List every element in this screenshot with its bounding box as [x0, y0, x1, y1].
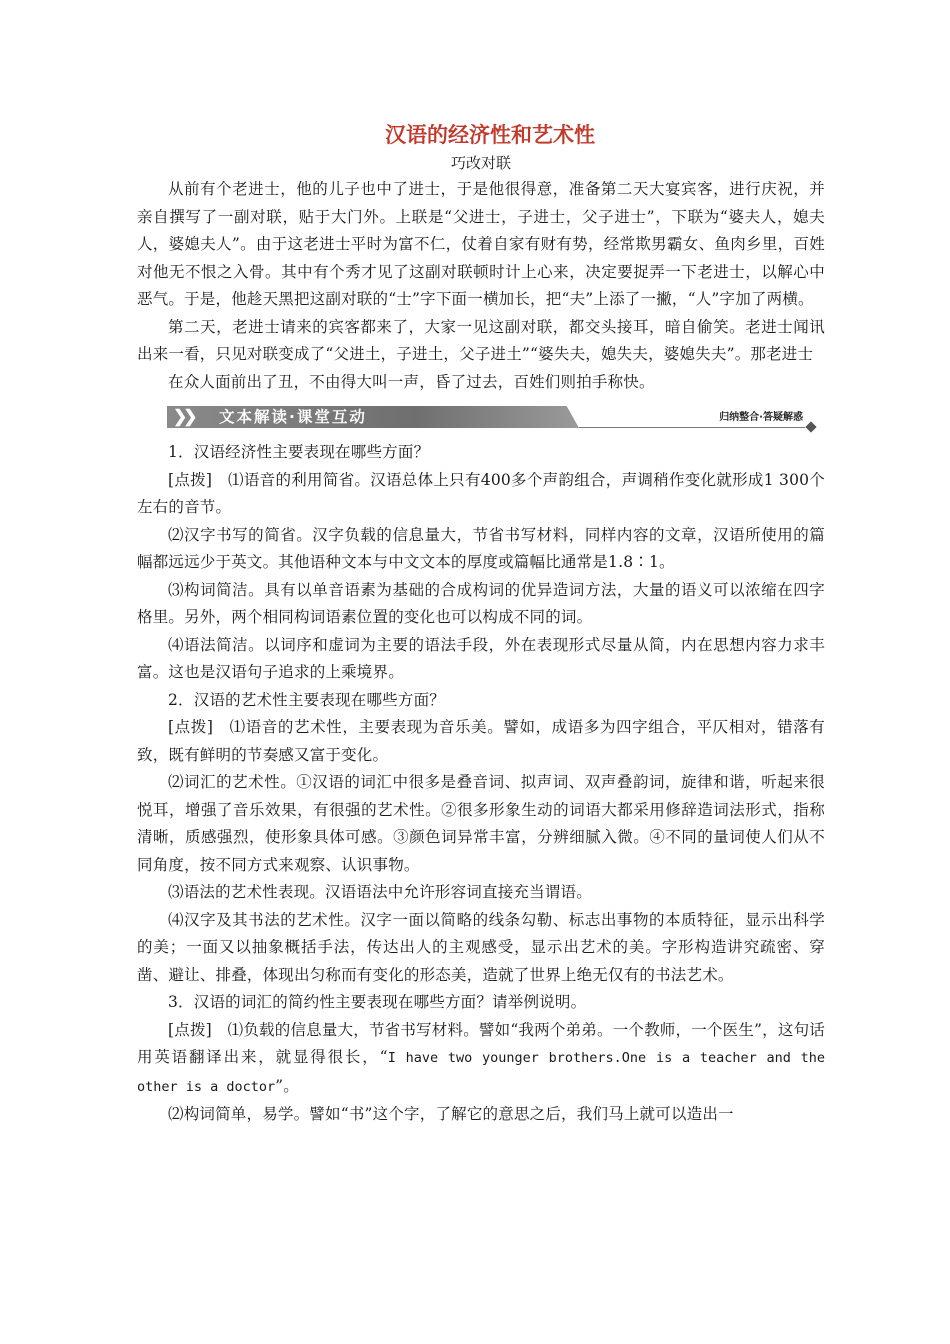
- story-paragraph: 从前有个老进士，他的儿子也中了进士，于是他很得意，准备第二天大宴宾客，进行庆祝，并亲自撰写了一副对联，贴于大门外。上联是“父进士，子进士，父子进士”，下联为“婆夫人，媳夫人，婆媳夫人”。由于这老进士平时为富不仁，仗着自家有财有势，经常欺男霸女、鱼肉乡里，百姓对他无不恨之入骨。其中有个秀才见了这副对联顿时计上心来，决定要捉弄一下老进士，以解心中恶气。于是，他趁天黑把这副对联的“士”字下面一横加长，把“夫”上添了一撇，“人”字加了两横。: [137, 180, 825, 308]
- document-page: [137, 118, 825, 1129]
- section-banner: [167, 403, 825, 433]
- double-chevron-icon: ❯❯: [173, 407, 194, 427]
- banner-rule: [579, 427, 805, 428]
- story-paragraph: 第二天，老进士请来的宾客都来了，大家一见这副对联，都交头接耳，暗自偷笑。老进士闻讯出来一看，只见对联变成了“父进土，子进土，父子进土”“婆失夫，媳失夫，婆媳失夫”。那老进士: [137, 317, 825, 363]
- document-title: 汉语的经济性和艺术性: [385, 123, 595, 147]
- diamond-icon: [805, 421, 816, 432]
- english-translation: I have two younger brothers.One is a teacher and the other is a doctor: [137, 1050, 826, 1095]
- banner-title: 文本解读·课堂互动: [219, 408, 367, 426]
- answer-paragraph: ⑶语法的艺术性表现。汉语语法中允许形容词直接充当谓语。: [168, 883, 592, 901]
- banner-subtitle: 归纳整合·答疑解惑: [719, 412, 803, 423]
- answer-paragraph: [点拨] ⑴语音的利用简省。汉语总体上只有400多个声韵组合，声调稍作变化就形成1 300个左右的音节。: [137, 470, 825, 516]
- answer-paragraph: [点拨] ⑴语音的艺术性，主要表现为音乐美。譬如，成语多为四字组合，平仄相对，错落有致，既有鲜明的节奏感又富于变化。: [137, 718, 825, 764]
- answer-text: [点拨] ⑴负载的信息量大，节省书写材料。譬如“我两个弟弟。一个教师，一个医生”，这句话用英语翻译出来，就显得很长，“: [137, 1020, 825, 1066]
- answer-paragraph: ⑷语法简洁。以词序和虚词为主要的语法手段，外在表现形式尽量从简，内在思想内容力求丰富。这也是汉语句子追求的上乘境界。: [137, 635, 825, 681]
- answer-paragraph: ⑵构词简单，易学。譬如“书”这个字，了解它的意思之后，我们马上就可以造出一: [168, 1105, 734, 1123]
- story-paragraph: 在众人面前出了丑，不由得大叫一声，昏了过去，百姓们则拍手称快。: [168, 372, 655, 391]
- question: 3．汉语的词汇的简约性主要表现在哪些方面？请举例说明。: [168, 993, 587, 1011]
- answer-text: ”。: [275, 1076, 299, 1095]
- question: 1．汉语经济性主要表现在哪些方面？: [168, 443, 430, 461]
- answer-paragraph: [137, 1017, 825, 1102]
- answer-paragraph: ⑷汉字及其书法的艺术性。汉字一面以简略的线条勾勒、标志出事物的本质特征，显示出科学的美；一面又以抽象概括手法，传达出人的主观感受，显示出艺术的美。字形构造讲究疏密、穿凿、避让、排叠，体现出匀称而有变化的形态美，造就了世界上绝无仅有的书法艺术。: [137, 910, 825, 984]
- answer-paragraph: ⑵词汇的艺术性。①汉语的词汇中很多是叠音词、拟声词、双声叠韵词，旋律和谐，听起来很悦耳，增强了音乐效果，有很强的艺术性。②很多形象生动的词语大都采用修辞造词法形式，指称清晰，质感强烈，使形象具体可感。③颜色词异常丰富，分辨细腻入微。④不同的量词使人们从不同角度，按不同方式来观察、认识事物。: [137, 773, 825, 874]
- answer-paragraph: ⑵汉字书写的简省。汉字负载的信息量大，节省书写材料，同样内容的文章，汉语所使用的篇幅都远远少于英文。其他语种文本与中文文本的厚度或篇幅比通常是1.8∶1。: [137, 525, 825, 571]
- answer-paragraph: ⑶构词简洁。具有以单音语素为基础的合成构词的优异造词方法，大量的语义可以浓缩在四字格里。另外，两个相同构词语素位置的变化也可以构成不同的词。: [137, 580, 825, 626]
- story-subtitle: 巧改对联: [450, 154, 511, 172]
- question: 2．汉语的艺术性主要表现在哪些方面？: [168, 690, 445, 709]
